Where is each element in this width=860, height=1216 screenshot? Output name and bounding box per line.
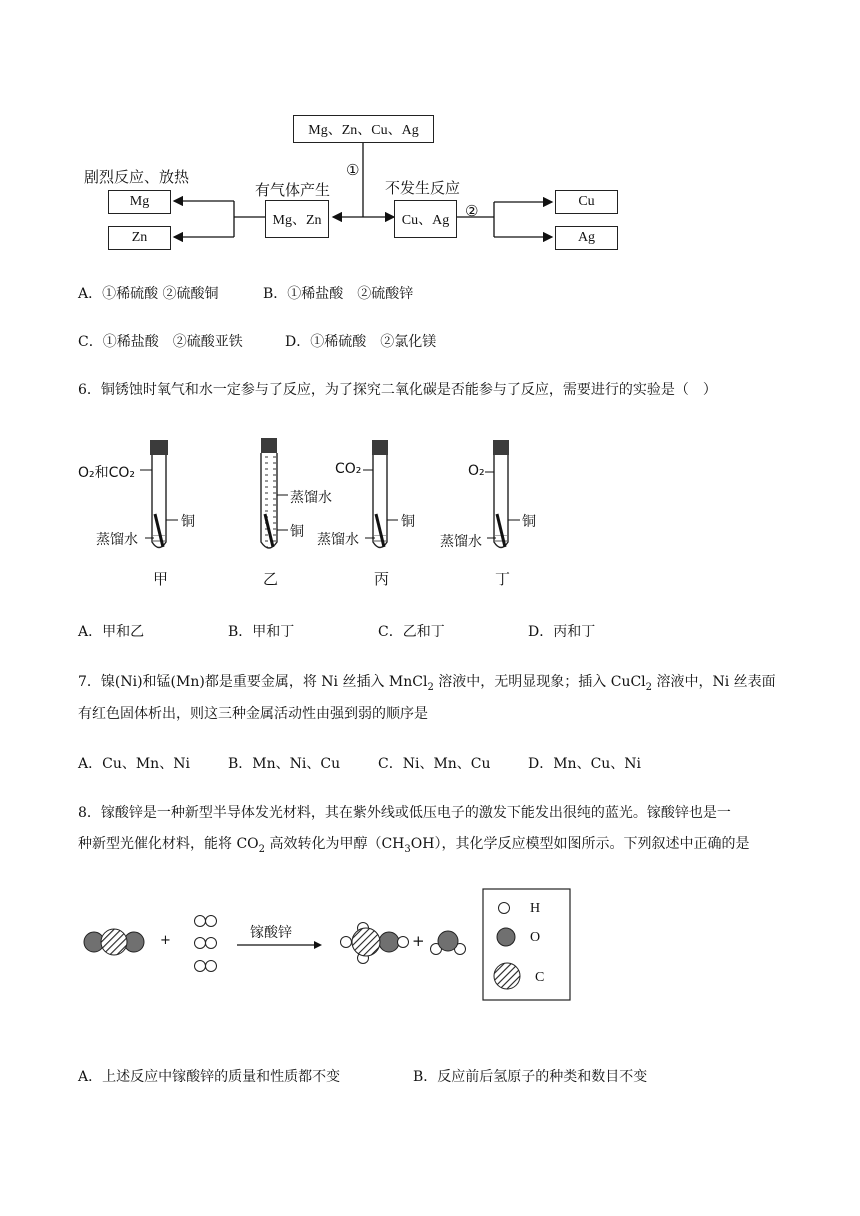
q6-option-d[interactable]: D．丙和丁 (528, 624, 596, 640)
tube-ding-water-label: 蒸馏水 (440, 534, 482, 550)
q7-option-a[interactable]: A．Cu、Mn、Ni (78, 756, 190, 772)
tube-bing-copper-label: 铜 (401, 514, 415, 530)
tube-ding-gas-label: O₂ (468, 463, 485, 479)
flow-gas-label: 有气体产生 (255, 181, 331, 199)
flow-no-reaction-label: 不发生反应 (385, 179, 461, 197)
tube-bing (363, 440, 398, 548)
q7-option-d[interactable]: D．Mn、Cu、Ni (528, 756, 642, 772)
q6-option-c[interactable]: C．乙和丁 (378, 624, 445, 640)
flow-top-box: Mg、Zn、Cu、Ag (293, 115, 434, 143)
tube-yi-water-label: 蒸馏水 (290, 490, 332, 506)
tube-name-jia: 甲 (153, 570, 169, 588)
ch3oh-molecule (341, 923, 409, 964)
q5-option-a[interactable]: A．①稀硫酸 ②硫酸铜 (78, 286, 219, 302)
q5-option-d[interactable]: D．①稀硫酸 ②氯化镁 (285, 334, 437, 350)
flow-step1-label: ① (346, 161, 360, 179)
tube-bing-gas-label: CO₂ (335, 461, 362, 477)
tube-yi (261, 438, 288, 548)
q8-stem-line2: 种新型光催化材料，能将 $CO_2$ 高效转化为甲醇$(CH_3OH)$，其化学反应模型如图所示。下列叙述中正确的是 (78, 836, 750, 855)
flow-mg-box: Mg (108, 190, 171, 214)
q7-option-b[interactable]: B．Mn、Ni、Cu (228, 756, 341, 772)
flow-right-mid-box: Cu、Ag (394, 200, 457, 238)
q8-option-a[interactable]: A．上述反应中镓酸锌的质量和性质都不变 (78, 1069, 341, 1085)
flow-left-mid-box: Mg、Zn (265, 200, 329, 238)
q6-test-tubes (0, 430, 860, 590)
co2-molecule (84, 929, 144, 955)
flow-cu-box: Cu (555, 190, 618, 214)
tube-yi-copper-label: 铜 (290, 524, 304, 540)
q6-option-b[interactable]: B．甲和丁 (228, 624, 295, 640)
tube-jia-copper-label: 铜 (181, 514, 195, 530)
flow-zn-box: Zn (108, 226, 171, 250)
q7-stem-line1: 7．镍(Ni)和锰(Mn)都是重要金属，将 Ni 丝插入 MnCl$_2$ 溶液中，无明显现象；插入 CuCl$_2$ 溶液中，Ni 丝表面 (78, 674, 776, 693)
tube-name-yi: 乙 (263, 570, 279, 588)
tube-name-bing: 丙 (374, 570, 390, 588)
tube-jia (140, 440, 178, 548)
h2o-molecule (431, 931, 466, 955)
q8-plus-1: + (160, 933, 171, 948)
legend-h-label: H (530, 901, 541, 916)
q6-stem: 6．铜锈蚀时氧气和水一定参与了反应，为了探究二氧化碳是否能参与了反应，需要进行的实验是（ ） (78, 382, 717, 398)
q8-catalyst-label: 镓酸锌 (250, 925, 292, 941)
tube-jia-gas-label: O₂和CO₂ (78, 465, 136, 481)
tube-name-ding: 丁 (495, 570, 511, 588)
q7-stem-line2: 有红色固体析出，则这三种金属活动性由强到弱的顺序是 (78, 706, 428, 722)
legend-o-label: O (530, 930, 541, 945)
flow-violent-label: 剧烈反应、放热 (84, 168, 190, 186)
tube-ding (485, 440, 520, 548)
q8-plus-2: + (412, 932, 425, 950)
q5-option-c[interactable]: C．①稀盐酸 ②硫酸亚铁 (78, 334, 243, 350)
tube-jia-water-label: 蒸馏水 (96, 532, 138, 548)
q6-option-a[interactable]: A．甲和乙 (78, 624, 145, 640)
flow-step2-label: ② (465, 202, 479, 220)
q8-reaction-model (0, 880, 860, 1010)
q8-stem-line1: 8．镓酸锌是一种新型半导体发光材料，其在紫外线或低压电子的激发下能发出很纯的蓝光。镓酸锌也是一 (78, 805, 731, 821)
legend-c-label: C (535, 970, 545, 985)
tube-bing-water-label: 蒸馏水 (317, 532, 359, 548)
flow-ag-box: Ag (555, 226, 618, 250)
h2-molecules (195, 916, 217, 972)
q7-option-c[interactable]: C．Ni、Mn、Cu (378, 756, 491, 772)
q8-option-b[interactable]: B．反应前后氢原子的种类和数目不变 (413, 1069, 648, 1085)
q5-option-b[interactable]: B．①稀盐酸 ②硫酸锌 (263, 286, 414, 302)
tube-ding-copper-label: 铜 (522, 514, 536, 530)
